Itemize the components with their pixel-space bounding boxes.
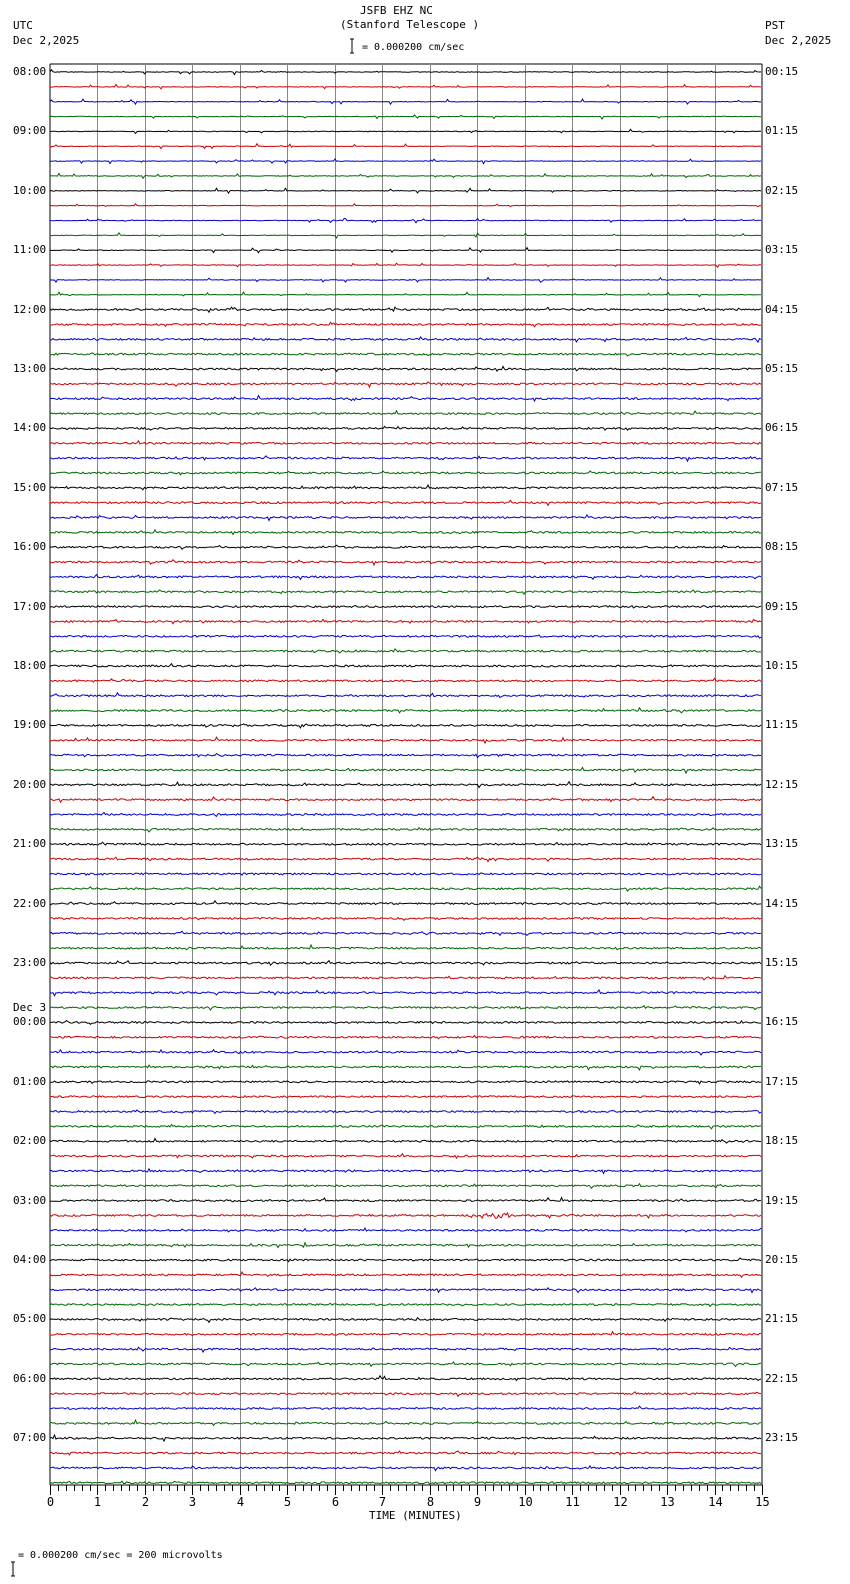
seismic-trace [50, 1376, 761, 1381]
seismic-trace [50, 322, 761, 327]
utc-hour-label: 18:00 [13, 659, 47, 672]
seismic-trace [50, 678, 761, 682]
seismic-trace [50, 396, 761, 401]
utc-hour-label: 20:00 [13, 777, 47, 791]
x-tick-label: 1 [93, 1495, 102, 1509]
seismic-trace [50, 1138, 761, 1143]
x-tick-label: 6 [331, 1495, 340, 1509]
seismic-trace [50, 737, 761, 743]
seismic-trace [50, 1021, 761, 1025]
seismic-trace [50, 901, 761, 906]
utc-hour-label: 07:00 [13, 1431, 47, 1445]
seismic-trace [50, 1035, 761, 1038]
pst-hour-label: 14:15 [765, 896, 799, 910]
utc-hour-label: 14:00 [13, 421, 47, 435]
seismic-trace [50, 828, 761, 832]
seismic-trace [50, 886, 761, 891]
seismic-trace [50, 382, 761, 387]
scale-bar-icon [350, 39, 354, 53]
x-tick-label: 15 [755, 1495, 770, 1509]
seismic-trace [50, 1065, 761, 1070]
right-date: Dec 2,2025 [765, 34, 832, 47]
pst-hour-label: 16:15 [765, 1015, 799, 1029]
seismic-trace [50, 278, 761, 283]
x-tick-label: 5 [283, 1495, 292, 1509]
scale-label: = 0.000200 cm/sec [362, 42, 465, 53]
seismic-trace [50, 1272, 761, 1277]
utc-hour-label: 00:00 [13, 1015, 47, 1029]
seismic-trace [50, 931, 761, 935]
pst-hour-label: 17:15 [765, 1074, 799, 1088]
seismic-trace [50, 530, 761, 535]
x-tick-label: 0 [46, 1495, 55, 1509]
pst-hour-label: 05:15 [765, 362, 799, 375]
seismic-trace [50, 873, 761, 875]
pst-hour-label: 22:15 [765, 1371, 799, 1385]
right-timezone: PST [765, 19, 785, 32]
seismic-trace [50, 1169, 761, 1174]
pst-hour-label: 04:15 [765, 302, 799, 316]
footer-scale-bar-icon [11, 1562, 15, 1576]
seismic-trace [50, 1332, 761, 1336]
seismic-trace [50, 1406, 761, 1410]
seismic-trace [50, 945, 761, 950]
seismic-trace [50, 708, 761, 713]
x-axis-label: TIME (MINUTES) [369, 1509, 462, 1522]
seismic-trace [50, 84, 761, 88]
seismic-trace [50, 115, 761, 119]
seismic-trace [50, 159, 761, 164]
seismic-trace [50, 1006, 761, 1010]
x-tick-label: 9 [473, 1495, 482, 1509]
pst-hour-label: 21:15 [765, 1312, 799, 1326]
seismic-trace [50, 1081, 761, 1084]
seismic-trace [50, 1466, 761, 1471]
seismic-trace [50, 1392, 761, 1397]
seismic-trace [50, 754, 761, 758]
seismic-trace [50, 426, 761, 430]
seismic-trace [50, 1481, 761, 1484]
seismic-trace [50, 337, 761, 342]
seismic-trace [50, 1096, 761, 1098]
seismic-trace [50, 129, 761, 133]
seismic-trace [50, 366, 761, 371]
utc-hour-label: 15:00 [13, 480, 47, 494]
utc-hour-label: 04:00 [13, 1253, 47, 1266]
utc-hour-label: 13:00 [13, 362, 47, 375]
x-tick-label: 11 [565, 1495, 580, 1509]
utc-hour-label: 09:00 [13, 124, 47, 138]
seismic-trace [50, 693, 761, 698]
utc-hour-label: 02:00 [13, 1134, 47, 1148]
chart-subtitle: (Stanford Telescope ) [340, 18, 480, 31]
pst-hour-label: 09:15 [765, 599, 799, 613]
seismic-trace [50, 1110, 761, 1114]
x-tick-label: 7 [378, 1495, 387, 1509]
seismic-trace [50, 1303, 761, 1306]
seismic-trace [50, 144, 761, 149]
seismic-trace [50, 649, 761, 653]
pst-hour-label: 03:15 [765, 243, 799, 257]
seismic-trace [50, 545, 761, 549]
seismic-trace [50, 292, 761, 297]
pst-hour-label: 01:15 [765, 124, 799, 138]
seismic-trace [50, 1258, 761, 1262]
pst-hour-label: 12:15 [765, 777, 799, 791]
seismic-trace [50, 1154, 761, 1159]
seismic-trace [50, 248, 761, 253]
seismic-trace [50, 411, 761, 415]
seismic-trace [50, 500, 761, 505]
seismic-trace [50, 724, 761, 728]
seismic-trace [50, 606, 761, 608]
utc-hour-label: 23:00 [13, 956, 47, 969]
left-timezone: UTC [13, 19, 33, 32]
pst-hour-label: 11:15 [765, 718, 799, 732]
seismic-trace [50, 767, 761, 773]
pst-hour-label: 00:15 [765, 65, 799, 78]
utc-hour-label: 06:00 [13, 1371, 47, 1385]
seismic-trace [50, 515, 761, 521]
seismic-trace [50, 575, 761, 580]
seismic-trace [50, 560, 761, 565]
pst-hour-label: 13:15 [765, 837, 799, 851]
x-tick-label: 4 [236, 1495, 245, 1509]
seismic-trace [50, 961, 761, 966]
x-tick-label: 10 [518, 1495, 533, 1509]
seismic-trace [50, 664, 761, 668]
seismic-trace [50, 619, 761, 623]
seismic-trace [50, 1435, 761, 1441]
seismic-trace [50, 1125, 761, 1129]
seismic-trace [50, 635, 761, 638]
pst-hour-label: 08:15 [765, 540, 799, 554]
seismic-trace [50, 813, 761, 817]
seismic-trace [50, 1243, 761, 1248]
seismic-trace [50, 441, 761, 444]
seismic-trace [50, 219, 761, 223]
seismic-trace [50, 842, 761, 845]
seismic-trace [50, 857, 761, 862]
plot-frame [50, 64, 762, 1485]
x-tick-label: 8 [426, 1495, 435, 1509]
chart-title: JSFB EHZ NC [360, 4, 433, 17]
utc-hour-label: 10:00 [13, 183, 47, 197]
utc-hour-label: 19:00 [13, 718, 47, 732]
x-tick-label: 13 [660, 1495, 675, 1509]
seismic-trace [50, 173, 761, 178]
pst-hour-label: 20:15 [765, 1253, 799, 1266]
seismic-trace [50, 485, 761, 490]
utc-hour-label: 08:00 [13, 65, 47, 78]
seismic-trace [50, 307, 761, 312]
utc-hour-label: 16:00 [13, 540, 47, 554]
utc-hour-label: 03:00 [13, 1193, 47, 1207]
footer-scale-label: = 0.000200 cm/sec = 200 microvolts [18, 1550, 223, 1561]
seismic-trace [50, 471, 761, 475]
date-change-label: Dec 3 [13, 1001, 47, 1015]
pst-hour-label: 02:15 [765, 183, 799, 197]
utc-hour-label: 12:00 [13, 302, 47, 316]
pst-hour-label: 19:15 [765, 1193, 799, 1207]
x-tick-label: 2 [141, 1495, 150, 1509]
utc-hour-label: 17:00 [13, 599, 47, 613]
utc-hour-label: 11:00 [13, 243, 47, 257]
seismic-trace [50, 590, 761, 594]
seismic-trace [50, 782, 761, 788]
seismic-trace [50, 1318, 761, 1323]
utc-hour-label: 21:00 [13, 837, 47, 851]
seismic-trace [50, 353, 761, 356]
seismic-trace [50, 990, 761, 996]
x-tick-label: 12 [613, 1495, 628, 1509]
seismic-trace [50, 1228, 761, 1232]
seismic-trace [50, 976, 761, 980]
pst-hour-label: 07:15 [765, 480, 799, 494]
seismic-trace [50, 70, 761, 75]
seismic-trace [50, 797, 761, 803]
seismic-trace [50, 1288, 761, 1293]
seismic-trace [50, 188, 761, 193]
pst-hour-label: 10:15 [765, 659, 799, 672]
seismic-trace [50, 1198, 761, 1202]
seismic-trace [50, 456, 761, 461]
pst-hour-label: 18:15 [765, 1134, 799, 1148]
seismic-trace [50, 99, 761, 104]
seismic-trace [50, 1213, 761, 1218]
pst-hour-label: 15:15 [765, 956, 799, 969]
seismic-trace [50, 918, 761, 921]
seismic-trace [50, 1184, 761, 1189]
x-tick-label: 3 [188, 1495, 197, 1509]
pst-hour-label: 23:15 [765, 1431, 799, 1445]
x-tick-label: 14 [708, 1495, 723, 1509]
seismic-trace [50, 263, 761, 267]
seismic-trace [50, 204, 761, 207]
seismic-trace [50, 1420, 761, 1425]
seismic-trace [50, 1362, 761, 1367]
left-date: Dec 2,2025 [13, 34, 80, 47]
seismic-trace [50, 1451, 761, 1455]
pst-hour-label: 06:15 [765, 421, 799, 435]
utc-hour-label: 05:00 [13, 1312, 47, 1326]
seismic-trace [50, 233, 761, 238]
seismic-trace [50, 1347, 761, 1352]
utc-hour-label: 22:00 [13, 896, 47, 910]
seismic-trace [50, 1050, 761, 1055]
utc-hour-label: 01:00 [13, 1074, 47, 1088]
